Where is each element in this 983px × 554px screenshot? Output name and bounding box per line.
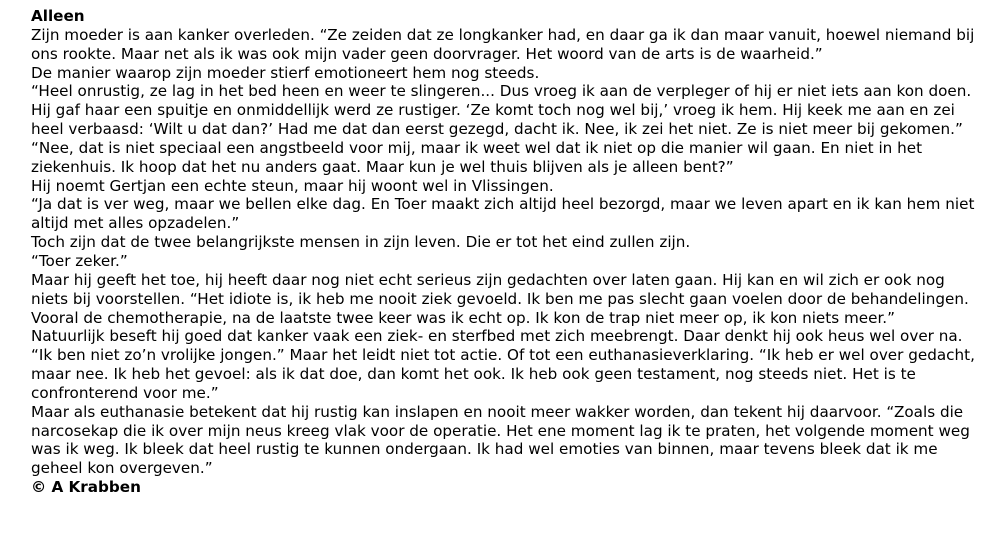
paragraph: Hij noemt Gertjan een echte steun, maar hij woont wel in Vlissingen.	[31, 176, 554, 195]
paragraph: De manier waarop zijn moeder stierf emotioneert hem nog steeds.	[31, 63, 540, 82]
document	[31, 7, 979, 497]
paragraph: Zijn moeder is aan kanker overleden. “Ze zeiden dat ze longkanker had, en daar ga ik dan maar vanuit, hoewel niemand bij ons rookte. Maar net als ik was ook mijn vader geen doorvrager. Het woord van de arts is de waarheid.”	[31, 25, 975, 63]
copyright-notice: © A Krabben	[31, 478, 141, 497]
paragraph: “Heel onrustig, ze lag in het bed heen en weer te slingeren... Dus vroeg ik aan de verpleger of hij er niet iets aan kon doen. Hij gaf haar een spuitje en onmiddellijk werd ze rustiger. ‘Ze komt toch nog wel bij,’ vroeg ik hem. Hij keek me aan en zei heel verbaasd: ‘Wilt u dat dan?’ Had me dat dan eerst gezegd, dacht ik. Nee, ik zei het niet. Ze is niet meer bij gekomen.”	[31, 82, 972, 139]
paragraph: Maar hij geeft het toe, hij heeft daar nog niet echt serieus zijn gedachten over laten gaan. Hij kan en wil zich er ook nog niets bij voorstellen. “Het idiote is, ik heb me nooit ziek gevoeld. Ik ben me pas slecht gaan voelen door de behandelingen. Vooral de chemotherapie, na de laatste twee keer was ik echt op. Ik kon de trap niet meer op, ik kon niets meer.”	[31, 270, 969, 327]
document-title: Alleen	[31, 7, 85, 25]
paragraph: “Toer zeker.”	[31, 251, 128, 270]
paragraph: Toch zijn dat de twee belangrijkste mensen in zijn leven. Die er tot het eind zullen zijn.	[31, 233, 691, 252]
paragraph: “Ja dat is ver weg, maar we bellen elke dag. En Toer maakt zich altijd heel bezorgd, maar we leven apart en ik kan hem niet altijd met alles opzadelen.”	[31, 195, 975, 233]
paragraph: Maar als euthanasie betekent dat hij rustig kan inslapen en nooit meer wakker worden, dan tekent hij daarvoor. “Zoals die narcosekap die ik over mijn neus kreeg vlak voor de operatie. Het ene moment lag ik te praten, het volgende moment weg was ik weg. Ik bleek dat heel rustig te kunnen ondergaan. Ik had wel emoties van binnen, maar tevens bleek dat ik me geheel kon overgeven.”	[31, 402, 970, 478]
paragraph: “Nee, dat is niet speciaal een angstbeeld voor mij, maar ik weet wel dat ik niet op die manier wil gaan. En niet in het ziekenhuis. Ik hoop dat het nu anders gaat. Maar kun je wel thuis blijven als je alleen bent?”	[31, 138, 923, 176]
paragraph: Natuurlijk beseft hij goed dat kanker vaak een ziek- en sterfbed met zich meebrengt. Daar denkt hij ook heus wel over na. “Ik ben niet zo’n vrolijke jongen.” Maar het leidt niet tot actie. Of tot een euthanasieverklaring. “Ik heb er wel over gedacht, maar nee. Ik heb het gevoel: als ik dat doe, dan komt het ook. Ik heb ook geen testament, nog steeds niet. Het is te confronterend voor me.”	[31, 327, 975, 402]
